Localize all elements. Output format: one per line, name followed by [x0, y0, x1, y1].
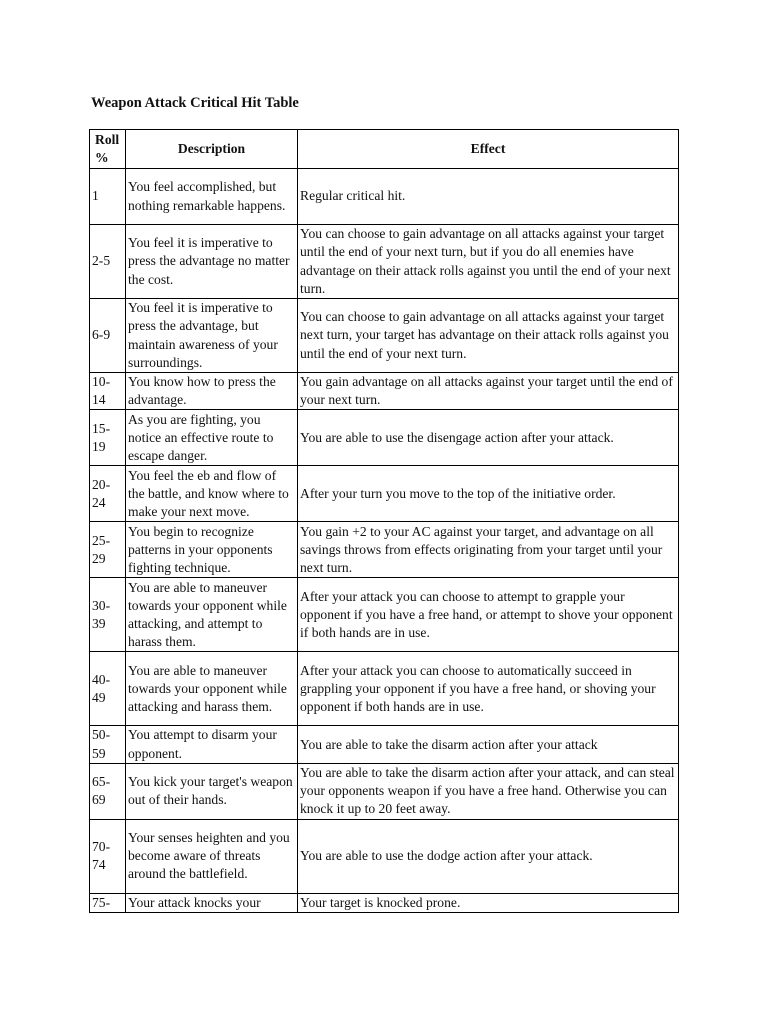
description-cell: You know how to press the advantage. [126, 373, 298, 410]
table-row [90, 169, 679, 225]
effect-cell: After your attack you can choose to attempt to grapple your opponent if you have a free hand, or attempt to shove your opponent if both hands are in use. [298, 578, 679, 652]
header-description: Description [126, 130, 298, 169]
roll-cell: 20-24 [90, 466, 126, 522]
table-row [90, 373, 679, 410]
table-row [90, 466, 679, 522]
effect-cell: You gain +2 to your AC against your target, and advantage on all savings throws from effects originating from your target until your next turn. [298, 522, 679, 578]
description-cell: You kick your target's weapon out of their hands. [126, 763, 298, 819]
roll-cell: 70-74 [90, 819, 126, 893]
effect-cell: Regular critical hit. [298, 169, 679, 225]
roll-cell: 25-29 [90, 522, 126, 578]
table-row [90, 726, 679, 763]
description-cell: You begin to recognize patterns in your opponents fighting technique. [126, 522, 298, 578]
effect-cell: After your turn you move to the top of the initiative order. [298, 466, 679, 522]
table-row [90, 410, 679, 466]
description-cell: You are able to maneuver towards your opponent while attacking and harass them. [126, 652, 298, 726]
roll-cell: 1 [90, 169, 126, 225]
effect-cell: You are able to take the disarm action after your attack [298, 726, 679, 763]
table-row [90, 763, 679, 819]
table-row [90, 522, 679, 578]
roll-cell: 15-19 [90, 410, 126, 466]
effect-cell: You are able to use the disengage action after your attack. [298, 410, 679, 466]
roll-cell: 6-9 [90, 299, 126, 373]
effect-cell: You are able to take the disarm action after your attack, and can steal your opponents weapon if you have a free hand. Otherwise you can knock it up to 20 feet away. [298, 763, 679, 819]
effect-cell: You can choose to gain advantage on all attacks against your target next turn, your target has advantage on their attack rolls against you until the end of your next turn. [298, 299, 679, 373]
table-header-row [90, 130, 679, 169]
table-row [90, 652, 679, 726]
description-cell: You feel the eb and flow of the battle, and know where to make your next move. [126, 466, 298, 522]
table-row [90, 225, 679, 299]
roll-cell: 30-39 [90, 578, 126, 652]
roll-cell: 10-14 [90, 373, 126, 410]
roll-cell: 2-5 [90, 225, 126, 299]
effect-cell: After your attack you can choose to automatically succeed in grappling your opponent if you have a free hand, or shoving your opponent if both hands are in use. [298, 652, 679, 726]
roll-cell: 65-69 [90, 763, 126, 819]
effect-cell: Your target is knocked prone. [298, 893, 679, 912]
description-cell: You feel accomplished, but nothing remarkable happens. [126, 169, 298, 225]
description-cell: You are able to maneuver towards your opponent while attacking, and attempt to harass them. [126, 578, 298, 652]
description-cell: As you are fighting, you notice an effective route to escape danger. [126, 410, 298, 466]
description-cell: Your senses heighten and you become aware of threats around the battlefield. [126, 819, 298, 893]
description-cell: You feel it is imperative to press the advantage, but maintain awareness of your surroundings. [126, 299, 298, 373]
roll-cell: 75- [90, 893, 126, 912]
table-row [90, 578, 679, 652]
description-cell: Your attack knocks your [126, 893, 298, 912]
table-row [90, 299, 679, 373]
table-row [90, 819, 679, 893]
page-title: Weapon Attack Critical Hit Table [91, 95, 299, 111]
critical-hit-table [89, 129, 679, 913]
header-roll: Roll % [90, 130, 126, 169]
effect-cell: You are able to use the dodge action after your attack. [298, 819, 679, 893]
table-row [90, 893, 679, 912]
description-cell: You attempt to disarm your opponent. [126, 726, 298, 763]
effect-cell: You can choose to gain advantage on all attacks against your target until the end of your next turn, but if you do all enemies have advantage on their attack rolls against you until the end of your next turn. [298, 225, 679, 299]
roll-cell: 50-59 [90, 726, 126, 763]
roll-cell: 40-49 [90, 652, 126, 726]
description-cell: You feel it is imperative to press the advantage no matter the cost. [126, 225, 298, 299]
header-effect: Effect [298, 130, 679, 169]
effect-cell: You gain advantage on all attacks against your target until the end of your next turn. [298, 373, 679, 410]
